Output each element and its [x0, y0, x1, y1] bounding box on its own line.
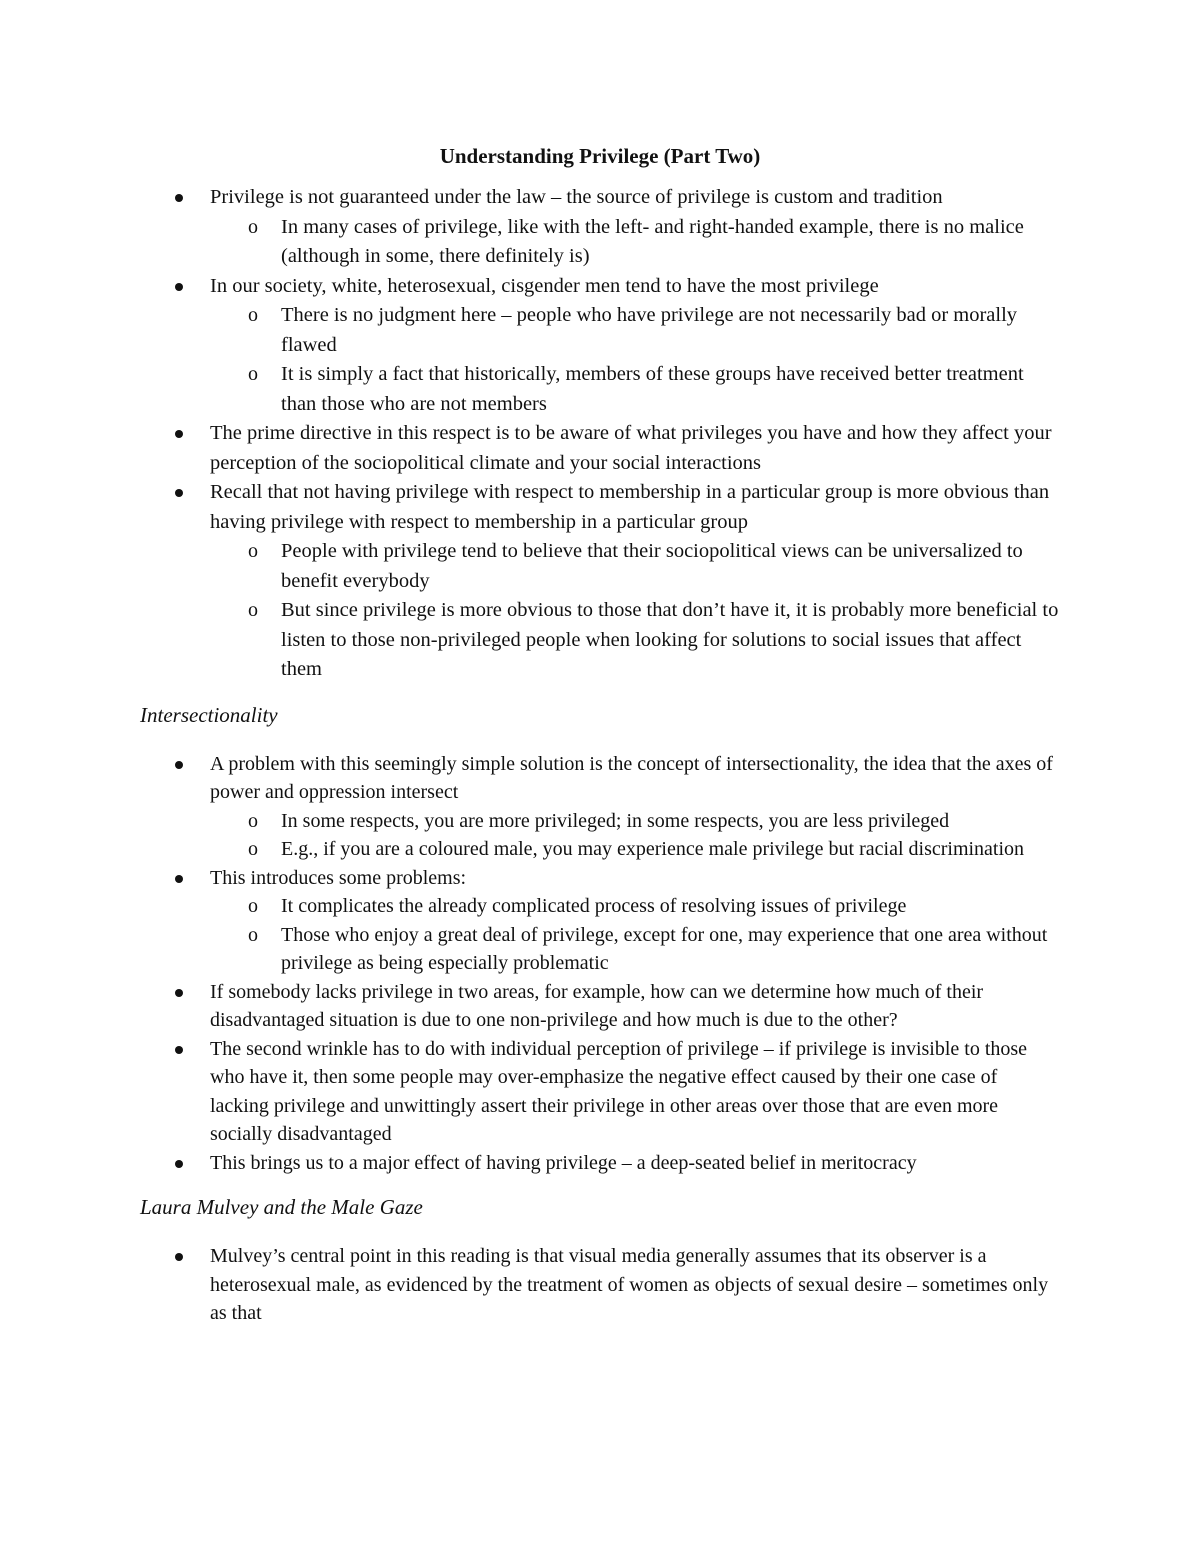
sub-list-item-text: It is simply a fact that historically, members of these groups have received better treatment than those who are not members: [281, 363, 1024, 415]
list-item-text: This introduces some problems:: [210, 866, 467, 889]
sub-list-item-text: It complicates the already complicated process of resolving issues of privilege: [281, 895, 907, 917]
list-item-text: The second wrinkle has to do with individual perception of privilege – if privilege is invisible to those who have it, then some people may over-emphasize the negative effect caused by their one case of lacking privilege and unwittingly assert their privilege in other areas over those that are even more socially disadvantaged: [210, 1037, 1028, 1145]
section-intersectionality: [140, 703, 1060, 1178]
section-male-gaze: [140, 1195, 1060, 1328]
hollow-bullet-icon: o: [248, 599, 258, 621]
list-item-text: A problem with this seemingly simple solution is the concept of intersectionality, the idea that the axes of power and oppression intersect: [210, 752, 1053, 803]
sub-list-item-text: In some respects, you are more privileged; in some respects, you are less privileged: [281, 809, 950, 832]
list-item: [140, 478, 1060, 685]
bullet-icon: [175, 1253, 183, 1261]
list-item-text: In our society, white, heterosexual, cisgender men tend to have the most privilege: [210, 274, 879, 297]
bullet-icon: [175, 194, 183, 202]
document-title: Understanding Privilege (Part Two): [439, 144, 761, 168]
bullet-icon: [175, 489, 183, 497]
bullet-icon: [175, 1046, 183, 1054]
list-item: [140, 864, 1060, 978]
hollow-bullet-icon: o: [248, 809, 258, 832]
sub-list-item-text: People with privilege tend to believe that their sociopolitical views can be universalized to benefit everybody: [281, 540, 1023, 592]
hollow-bullet-icon: o: [248, 215, 258, 238]
bullet-icon: [175, 283, 183, 291]
hollow-bullet-icon: o: [248, 363, 258, 385]
list-item-text: If somebody lacks privilege in two areas, for example, how can we determine how much of their disadvantaged situation is due to one non-privilege and how much is due to the other?: [210, 980, 984, 1031]
list-item-text: The prime directive in this respect is to be aware of what privileges you have and how they affect your perception of the sociopolitical climate and your social interactions: [210, 422, 1052, 474]
sub-bullet-list: [210, 301, 1060, 419]
sub-list-item: [140, 807, 1060, 836]
sub-list-item: [140, 921, 1060, 978]
sub-list-item-text: Those who enjoy a great deal of privilege, except for one, may experience that one area without privilege as being especially problematic: [281, 923, 1048, 974]
sub-list-item-text: In many cases of privilege, like with the left- and right-handed example, there is no malice (although in some, there definitely is): [281, 215, 1024, 267]
sub-list-item-text: But since privilege is more obvious to those that don’t have it, it is probably more beneficial to listen to those non-privileged people when looking for solutions to social issues that affect them: [281, 599, 1059, 680]
sub-bullet-list: [210, 892, 1060, 978]
list-item: [140, 1035, 1060, 1149]
sub-list-item: [140, 892, 1060, 921]
bullet-icon: [175, 1160, 183, 1168]
list-item: [140, 419, 1060, 478]
sub-list-item: [140, 537, 1060, 596]
sub-list-item: [140, 596, 1060, 685]
list-item-text: Mulvey’s central point in this reading is that visual media generally assumes that its observer is a heterosexual male, as evidenced by the treatment of women as objects of sexual desire – sometimes only as that: [210, 1245, 1049, 1324]
sub-list-item: [140, 301, 1060, 360]
hollow-bullet-icon: o: [248, 895, 258, 917]
sub-list-item-text: E.g., if you are a coloured male, you may experience male privilege but racial discrimination: [281, 838, 1025, 860]
sub-bullet-list: [210, 807, 1060, 864]
list-item: [140, 750, 1060, 864]
bullet-icon: [175, 761, 183, 769]
sub-list-item-text: There is no judgment here – people who have privilege are not necessarily bad or morally flawed: [281, 304, 1018, 356]
sub-list-item: [140, 835, 1060, 864]
section-heading: Intersectionality: [140, 702, 278, 727]
sub-bullet-list: [210, 537, 1060, 685]
hollow-bullet-icon: o: [248, 540, 258, 562]
list-item: [140, 183, 1060, 272]
bullet-icon: [175, 989, 183, 997]
list-item-text: This brings us to a major effect of having privilege – a deep-seated belief in meritocracy: [210, 1151, 917, 1174]
bullet-list: [140, 183, 1060, 685]
sub-list-item: [140, 213, 1060, 272]
hollow-bullet-icon: o: [248, 838, 258, 860]
sub-list-item: [140, 360, 1060, 419]
bullet-icon: [175, 875, 183, 883]
section-heading: Laura Mulvey and the Male Gaze: [140, 1195, 423, 1219]
sub-bullet-list: [210, 213, 1060, 272]
bullet-list: [140, 1242, 1060, 1328]
bullet-icon: [175, 430, 183, 438]
list-item: [140, 272, 1060, 420]
list-item: [140, 978, 1060, 1035]
section-privilege: [140, 183, 1060, 685]
list-item-text: Privilege is not guaranteed under the law – the source of privilege is custom and tradition: [210, 186, 943, 208]
list-item-text: Recall that not having privilege with respect to membership in a particular group is more obvious than having privilege with respect to membership in a particular group: [210, 481, 1050, 533]
bullet-list: [140, 750, 1060, 1178]
list-item: [140, 1242, 1060, 1328]
hollow-bullet-icon: o: [248, 923, 258, 946]
list-item: [140, 1149, 1060, 1178]
hollow-bullet-icon: o: [248, 304, 258, 326]
